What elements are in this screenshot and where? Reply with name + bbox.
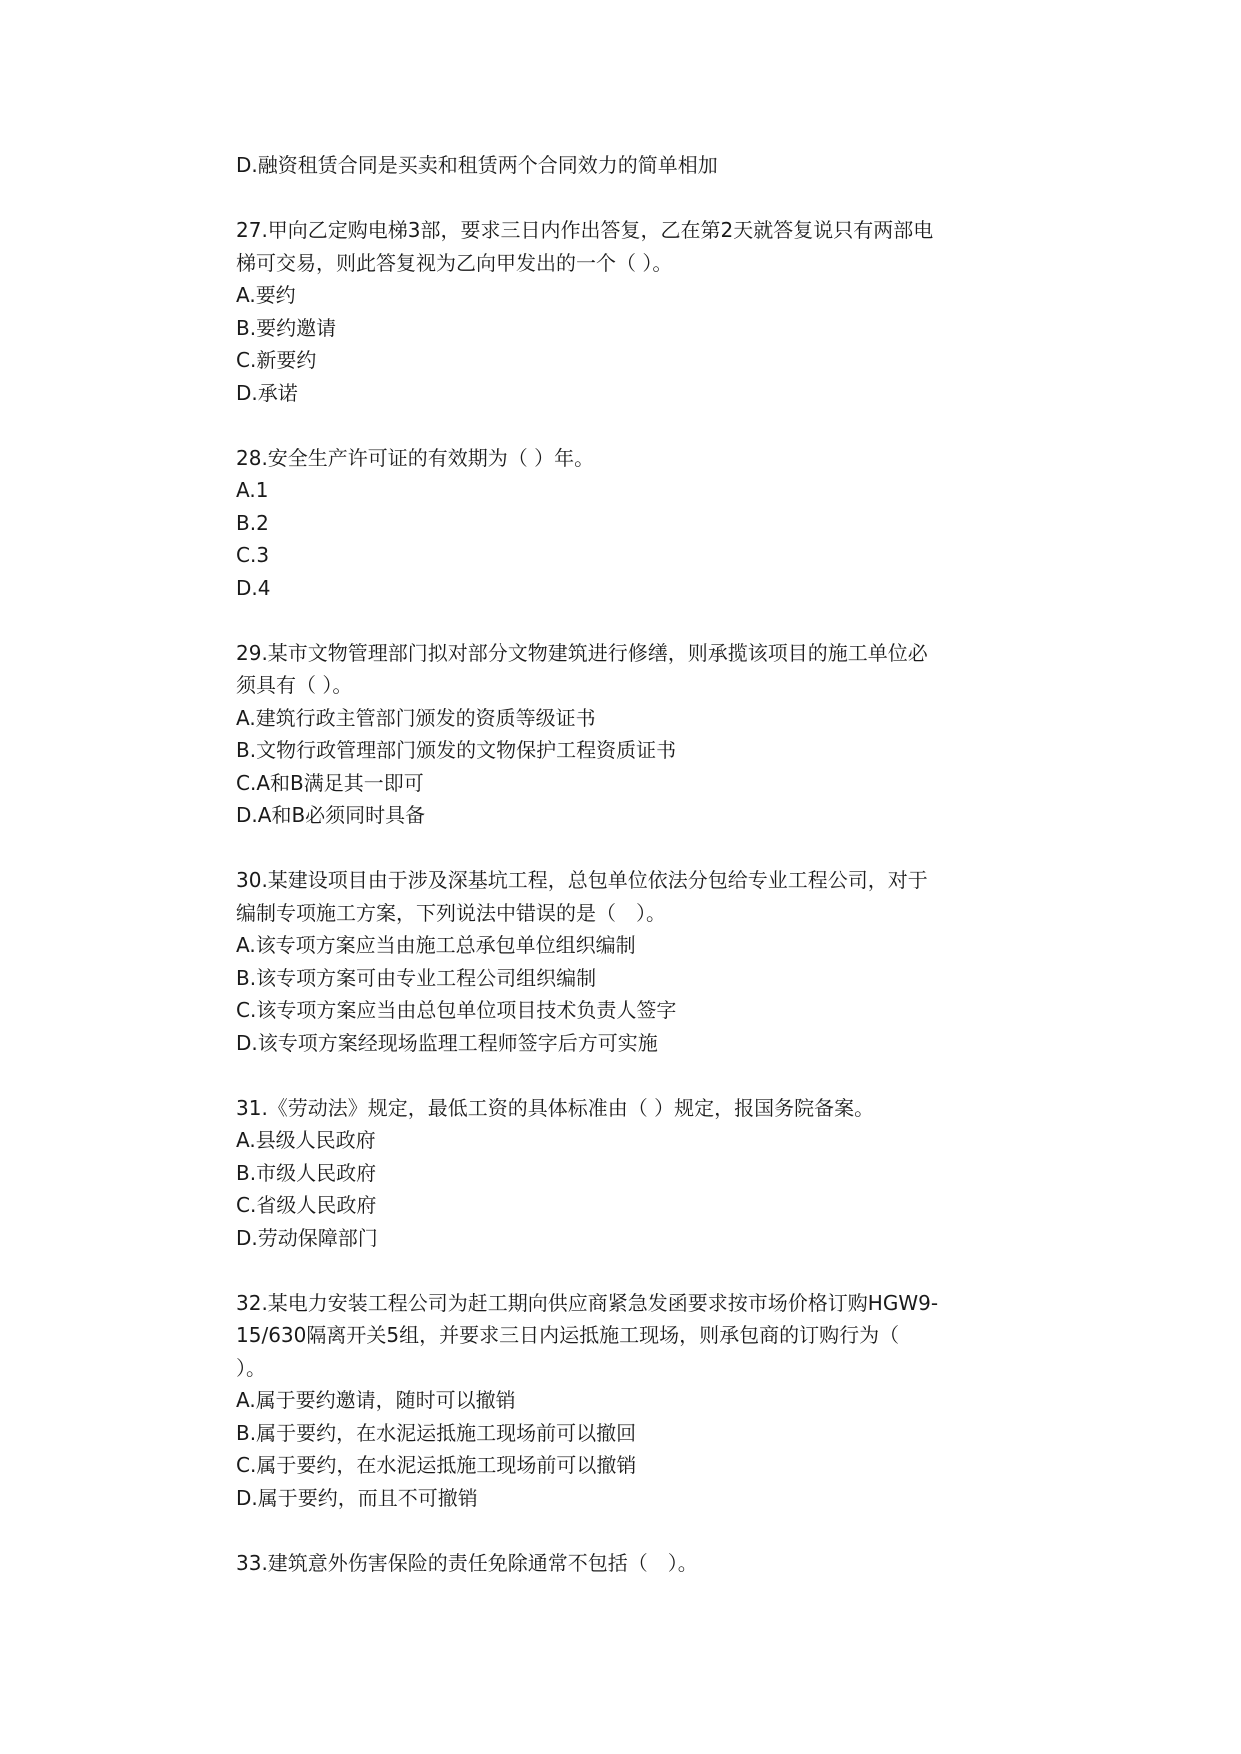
option-d: D.属于要约，而且不可撤销 bbox=[236, 1485, 478, 1510]
question-28 bbox=[236, 442, 1241, 605]
question-27 bbox=[236, 214, 1241, 409]
option-d: D.A和B必须同时具备 bbox=[236, 803, 426, 827]
option-b: B.该专项方案可由专业工程公司组织编制 bbox=[236, 965, 597, 990]
option-c: C.属于要约，在水泥运抵施工现场前可以撤销 bbox=[236, 1453, 637, 1477]
option-a: A.要约 bbox=[236, 283, 296, 307]
option-a: A.该专项方案应当由施工总承包单位组织编制 bbox=[236, 933, 636, 957]
question-stem: ）。 bbox=[236, 1355, 266, 1380]
leading-option-block bbox=[236, 149, 1241, 182]
option-b: B.文物行政管理部门颁发的文物保护工程资质证书 bbox=[236, 738, 677, 762]
option-text: D.融资租赁合同是买卖和租赁两个合同效力的简单相加 bbox=[236, 153, 718, 177]
option-c: C.新要约 bbox=[236, 348, 317, 372]
option-b: B.属于要约，在水泥运抵施工现场前可以撤回 bbox=[236, 1420, 637, 1445]
option-c: C.3 bbox=[236, 543, 270, 567]
question-stem: 梯可交易，则此答复视为乙向甲发出的一个（ ）。 bbox=[236, 250, 673, 275]
option-b: B.市级人民政府 bbox=[236, 1160, 377, 1185]
option-b: B.2 bbox=[236, 510, 269, 535]
question-31 bbox=[236, 1092, 1241, 1255]
question-stem: 28.安全生产许可证的有效期为（ ）年。 bbox=[236, 445, 595, 470]
option-a: A.1 bbox=[236, 478, 269, 502]
question-stem: 29.某市文物管理部门拟对部分文物建筑进行修缮，则承揽该项目的施工单位必 bbox=[236, 640, 928, 665]
question-stem: 27.甲向乙定购电梯3部，要求三日内作出答复，乙在第2天就答复说只有两部电 bbox=[236, 218, 934, 242]
question-stem: 须具有（ ）。 bbox=[236, 673, 353, 697]
option-c: C.A和B满足其一即可 bbox=[236, 770, 424, 795]
option-d: D.劳动保障部门 bbox=[236, 1225, 378, 1250]
option-a: A.属于要约邀请，随时可以撤销 bbox=[236, 1388, 516, 1412]
question-stem: 32.某电力安装工程公司为赶工期向供应商紧急发函要求按市场价格订购HGW9- bbox=[236, 1290, 939, 1315]
question-32 bbox=[236, 1287, 1241, 1515]
option-a: A.县级人民政府 bbox=[236, 1128, 376, 1152]
question-stem: 15/630隔离开关5组，并要求三日内运抵施工现场，则承包商的订购行为（ bbox=[236, 1323, 900, 1347]
question-29 bbox=[236, 637, 1241, 832]
option-d: D.该专项方案经现场监理工程师签字后方可实施 bbox=[236, 1030, 658, 1055]
question-stem: 编制专项施工方案，下列说法中错误的是（ ）。 bbox=[236, 900, 666, 925]
option-c: C.省级人民政府 bbox=[236, 1193, 377, 1217]
question-30 bbox=[236, 864, 1241, 1059]
question-stem: 31.《劳动法》规定，最低工资的具体标准由（ ）规定，报国务院备案。 bbox=[236, 1095, 875, 1120]
option-c: C.该专项方案应当由总包单位项目技术负责人签字 bbox=[236, 998, 677, 1022]
option-d: D.承诺 bbox=[236, 380, 298, 405]
option-b: B.要约邀请 bbox=[236, 315, 337, 340]
option-a: A.建筑行政主管部门颁发的资质等级证书 bbox=[236, 705, 596, 730]
question-stem: 33.建筑意外伤害保险的责任免除通常不包括（ ）。 bbox=[236, 1550, 698, 1575]
question-stem: 30.某建设项目由于涉及深基坑工程，总包单位依法分包给专业工程公司，对于 bbox=[236, 868, 928, 892]
option-d: D.4 bbox=[236, 575, 271, 600]
question-33 bbox=[236, 1547, 1241, 1580]
